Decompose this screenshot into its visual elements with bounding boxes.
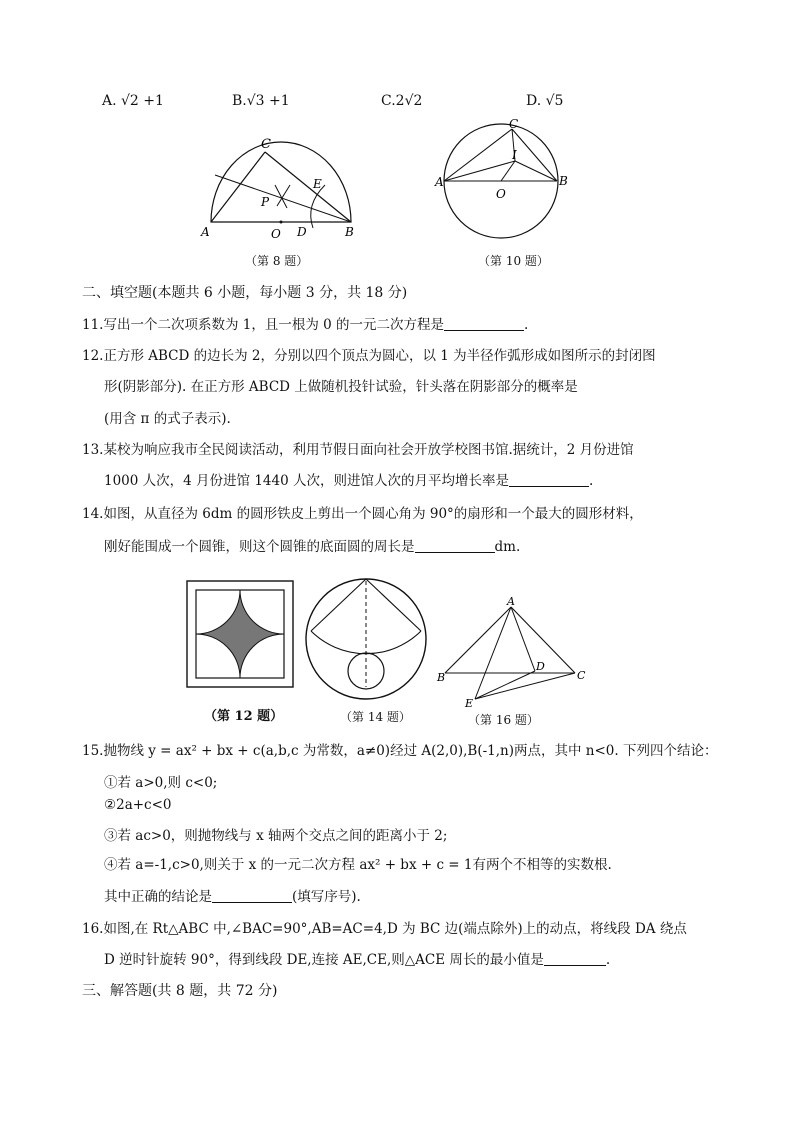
q14-line2-wrap [104, 535, 520, 555]
q16-line1: 16.如图,在 Rt△ABC 中,∠BAC=90°,AB=AC=4,D 为 BC 边(端点除外)上的动点，将线段 DA 绕点 [82, 921, 687, 937]
fig10-label-c: C [509, 117, 519, 131]
q12-line2: 形(阴影部分). 在正方形 ABCD 上做随机投针试验，针头落在阴影部分的概率是 [104, 379, 578, 395]
fig10-label-b: B [559, 174, 568, 188]
q13-blank[interactable] [509, 472, 589, 487]
q16-line2-wrap [104, 948, 610, 968]
fig16-caption: （第 16 题） [468, 713, 539, 727]
q11-blank[interactable] [444, 316, 524, 331]
fig8-label-d: D [297, 225, 307, 239]
fig8-label-e: E [313, 177, 322, 191]
q11-text: 11.写出一个二次项系数为 1，且一根为 0 的一元二次方程是 [82, 317, 445, 333]
q14-end: dm. [494, 539, 521, 555]
option-c: C.2√2 [381, 93, 423, 109]
q15-answer-end: (填写序号). [292, 889, 361, 905]
q15-conclusion-3: ③若 ac>0，则抛物线与 x 轴两个交点之间的距离小于 2; [104, 828, 448, 844]
q13-end: . [588, 473, 594, 489]
fig16-label-a: A [507, 595, 515, 608]
section-3-title: 三、解答题(共 8 题，共 72 分) [82, 983, 278, 999]
figure-16 [435, 595, 595, 710]
section-2-title: 二、填空题(本题共 6 小题，每小题 3 分，共 18 分) [82, 285, 408, 301]
option-b: B.√3 +1 [232, 93, 290, 109]
fig12-caption: （第 12 题） [204, 709, 284, 724]
fig8-label-b: B [345, 225, 354, 239]
fig8-label-o: O [271, 227, 281, 241]
fig10-label-i: I [512, 148, 517, 162]
q11-end: . [524, 317, 529, 333]
q13-line2: 1000 人次，4 月份进馆 1440 人次，则进馆人次的月平均增长率是 [104, 473, 509, 489]
q15-answer: 其中正确的结论是 [104, 889, 212, 905]
fig14-caption: （第 14 题） [340, 710, 411, 724]
fig16-label-b: B [437, 671, 446, 684]
fig16-label-e: E [465, 697, 474, 710]
figure-14 [303, 575, 433, 705]
q12-line3: (用含 π 的式子表示). [104, 411, 231, 427]
q14-line1: 14.如图，从直径为 6dm 的圆形铁皮上剪出一个圆心角为 90°的扇形和一个最大的圆形材料， [82, 506, 643, 522]
q15-conclusion-2: ②2a+c<0 [104, 797, 172, 813]
figure-10 [435, 118, 575, 248]
q16-line2: D 逆时针旋转 90°，得到线段 DE,连接 AE,CE,则△ACE 周长的最小值是 [104, 952, 544, 968]
question-11 [82, 313, 528, 333]
q15-conclusion-4: ④若 a=-1,c>0,则关于 x 的一元二次方程 ax² + bx + c = 1有两个不相等的实数根. [104, 857, 612, 873]
q13-line2-wrap [104, 469, 593, 489]
q15-blank[interactable] [212, 888, 292, 903]
figure-8 [195, 130, 365, 240]
fig8-label-c: C [261, 137, 271, 152]
q13-line1: 13.某校为响应我市全民阅读活动，利用节假日面向社会开放学校图书馆.据统计，2 月份进馆 [82, 442, 634, 458]
fig8-label-p: P [261, 195, 270, 209]
fig10-caption: （第 10 题） [478, 254, 549, 268]
q16-blank[interactable] [544, 951, 606, 966]
fig8-label-a: A [201, 225, 210, 239]
option-d: D. √5 [526, 93, 564, 109]
q15-conclusion-1: ①若 a>0,则 c<0; [104, 775, 218, 791]
figure-12 [186, 580, 296, 690]
q14-line2: 刚好能围成一个圆锥，则这个圆锥的底面圆的周长是 [104, 539, 415, 555]
fig10-label-a: A [435, 175, 444, 189]
option-a: A. √2 +1 [102, 93, 164, 109]
fig8-caption: （第 8 题） [245, 254, 309, 268]
q16-end: . [605, 952, 611, 968]
q15-line1: 15.抛物线 y = ax² + bx + c(a,b,c 为常数，a≠0)经过 A(2,0),B(-1,n)两点，其中 n<0. 下列四个结论： [82, 743, 718, 759]
fig16-label-d: D [536, 660, 545, 673]
q14-blank[interactable] [415, 538, 495, 553]
fig10-label-o: O [496, 187, 506, 201]
q15-answer-wrap [104, 885, 361, 905]
fig16-label-c: C [577, 669, 586, 682]
q12-line1: 12.正方形 ABCD 的边长为 2，分别以四个顶点为圆心，以 1 为半径作弧形成如图所示的封闭图 [82, 348, 656, 364]
